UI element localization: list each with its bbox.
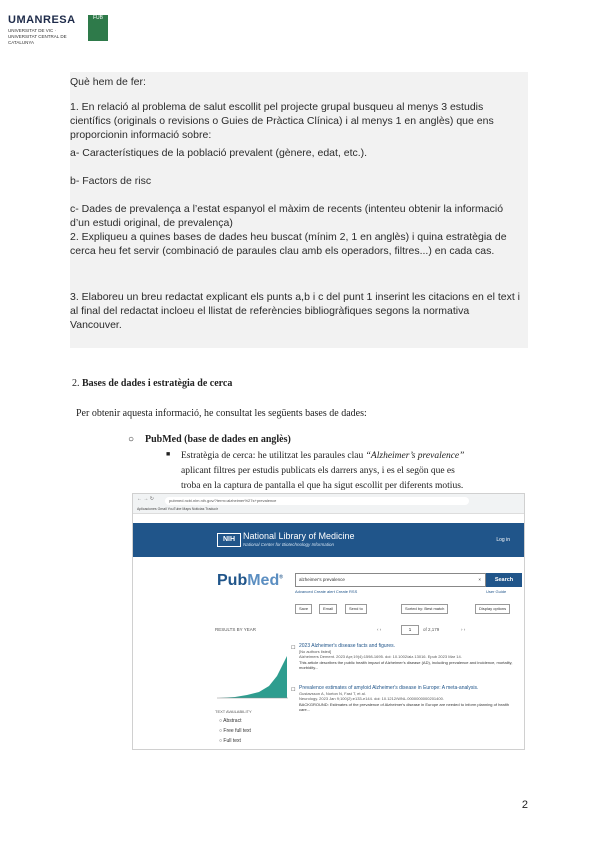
nih-name: National Library of Medicine: [243, 531, 355, 541]
pubmed-logo-pub: Pub: [217, 572, 248, 589]
task-point-2: 2. Expliqueu a quines bases de dades heu buscat (mínim 2, 1 en anglès) i quina estratègia de cerca heu fet servir (combinació de paraules clau amb els operadors, filtres...) en cada cas.: [70, 231, 507, 257]
result-title: 2023 Alzheimer's disease facts and figures.: [299, 643, 396, 649]
search-strategy: [181, 449, 526, 494]
result-authors: Gustavsson A, Norton N, Fast T, et al.: [299, 691, 366, 697]
result-authors: [No authors listed]: [299, 649, 332, 655]
results-by-year-label: RESULTS BY YEAR: [215, 627, 257, 632]
user-guide-link: User Guide: [486, 589, 507, 594]
page-input: 1: [401, 625, 419, 635]
filter-free-full-text: ○ Free full text: [219, 728, 251, 734]
send-to-button: Send to: [345, 604, 367, 614]
brand-name: [8, 14, 76, 26]
result-snippet: BACKGROUND: Estimates of the prevalence of Alzheimer's disease in Europe are needed to inform planning of health care...: [299, 701, 509, 712]
task-point-a: a- Característiques de la població prevalent (gènere, edat, etc.).: [70, 147, 368, 159]
filter-full-text: ○ Full text: [219, 738, 241, 744]
results-by-year-chart: [215, 650, 289, 700]
histogram-area: [219, 656, 287, 698]
login-link: Log in: [496, 537, 510, 543]
result-title: Prevalence estimates of amyloid Alzheimer's disease in Europe: A meta-analysis.: [299, 685, 479, 691]
strategy-text: Estratègia de cerca: he utilitzat les paraules clau: [181, 451, 366, 461]
task-instructions: [70, 72, 528, 348]
university-logo: [8, 14, 118, 54]
strategy-line-2: aplicant filtres per estudis publicats els darrers anys, i es el segön que es: [181, 466, 455, 476]
strategy-line-3: troba en la captura de pantalla el que ha sigut escollit per diferents motius.: [181, 481, 464, 491]
address-bar: pubmed.ncbi.nlm.nih.gov/?term=alzheimer%27s+prevalence: [165, 497, 469, 505]
page-number: 2: [521, 799, 528, 811]
nih-subtitle: National Center for Biotechnology Information: [243, 542, 335, 547]
result-citation: Alzheimers Dement. 2023 Apr;19(4):1598-1695. doi: 10.1002/alz.13016. Epub 2023 Mar 14.: [299, 654, 462, 660]
brand-initial: U: [8, 14, 17, 26]
nih-logo: NIH: [217, 533, 241, 547]
section-heading: [72, 378, 232, 389]
bullet-circle-icon: ○: [128, 434, 135, 445]
filter-label: Free full text: [223, 728, 251, 734]
bookmarks-bar: [133, 506, 524, 513]
strategy-keyword: “Alzheimer’s prevalence”: [365, 451, 465, 461]
section-number: 2.: [72, 378, 80, 389]
pubmed-logo: [217, 572, 283, 590]
save-button: Save: [295, 604, 312, 614]
search-input: [295, 573, 486, 587]
task-point-b: b- Factors de risc: [70, 175, 152, 187]
section-title: Bases de dades i estratègia de cerca: [82, 378, 233, 389]
email-button: Email: [319, 604, 337, 614]
task-point-3: 3. Elaboreu un breu redactat explicant els punts a,b i c del punt 1 inserint les citacions en el text i al final del redactat incloeu el llistat de referències bibliogràfiques segons la normativa Vancouver.: [70, 291, 521, 331]
pubmed-logo-med: Med: [247, 572, 280, 589]
bookmarks-list: Aplicaciones Gmail YouTube Maps Noticias Traducir: [137, 507, 218, 511]
task-point-c: c- Dades de prevalença a l’estat espanyol el màxim de recents (intenteu obtenir la informació d’un estudi original, de prevalença): [70, 203, 504, 229]
pager-prev-icon: ‹ ‹: [377, 627, 382, 632]
task-heading: Què hem de fer:: [70, 76, 146, 88]
section-intro: Per obtenir aquesta informació, he consultat les següents bases de dades:: [76, 408, 367, 419]
page-total: of 2,179: [423, 627, 440, 632]
result-item: [299, 644, 517, 670]
brand-rest: MANRESA: [16, 14, 76, 26]
result-checkbox: ☐: [291, 645, 296, 651]
filter-label: Abstract: [223, 718, 242, 724]
display-options: Display options: [475, 604, 510, 614]
crest-icon: FUB: [88, 15, 108, 41]
pubmed-logo-reg: ®: [279, 574, 283, 581]
nav-arrows-icon: ← → ↻: [137, 496, 154, 502]
nih-banner: [133, 523, 524, 557]
advanced-links: Advanced Create alert Create RSS: [295, 589, 358, 594]
bullet-square-icon: ■: [166, 450, 171, 458]
brand-subtitle: UNIVERSITAT DE VIC · UNIVERSITAT CENTRAL DE CATALUNYA: [8, 28, 67, 45]
clear-icon: ×: [478, 577, 481, 582]
result-item: [299, 686, 517, 712]
result-citation: Neurology. 2023 Jan 9;100(2):e133-e144. doi: 10.1212/WNL.0000000000201400.: [299, 696, 444, 702]
result-checkbox: ☐: [291, 687, 296, 693]
search-button: Search: [486, 573, 522, 587]
filter-abstract: ○ Abstract: [219, 718, 242, 724]
result-snippet: This article describes the public health impact of Alzheimer's disease (AD), including prevalence and incidence, mortality, morbidity...: [299, 659, 513, 670]
pubmed-screenshot: [132, 493, 525, 750]
task-point-1: 1. En relació al problema de salut escollit pel projecte grupal busqueu al menys 3 estudis científics (originals o revisions o Guies de Pràctica Clínica) i al menys 1 en anglès) que ens proporcionin informació sobre:: [70, 101, 494, 141]
pager-next-icon: › ›: [461, 627, 466, 632]
sort-select: Sorted by: Best match: [401, 604, 448, 614]
browser-chrome: [133, 494, 524, 514]
database-name: PubMed (base de dades en anglès): [145, 434, 291, 445]
search-input-value: alzheimer's prevalence: [299, 577, 345, 582]
filter-label: Full text: [223, 738, 241, 744]
text-availability-label: TEXT AVAILABILITY: [215, 709, 252, 714]
